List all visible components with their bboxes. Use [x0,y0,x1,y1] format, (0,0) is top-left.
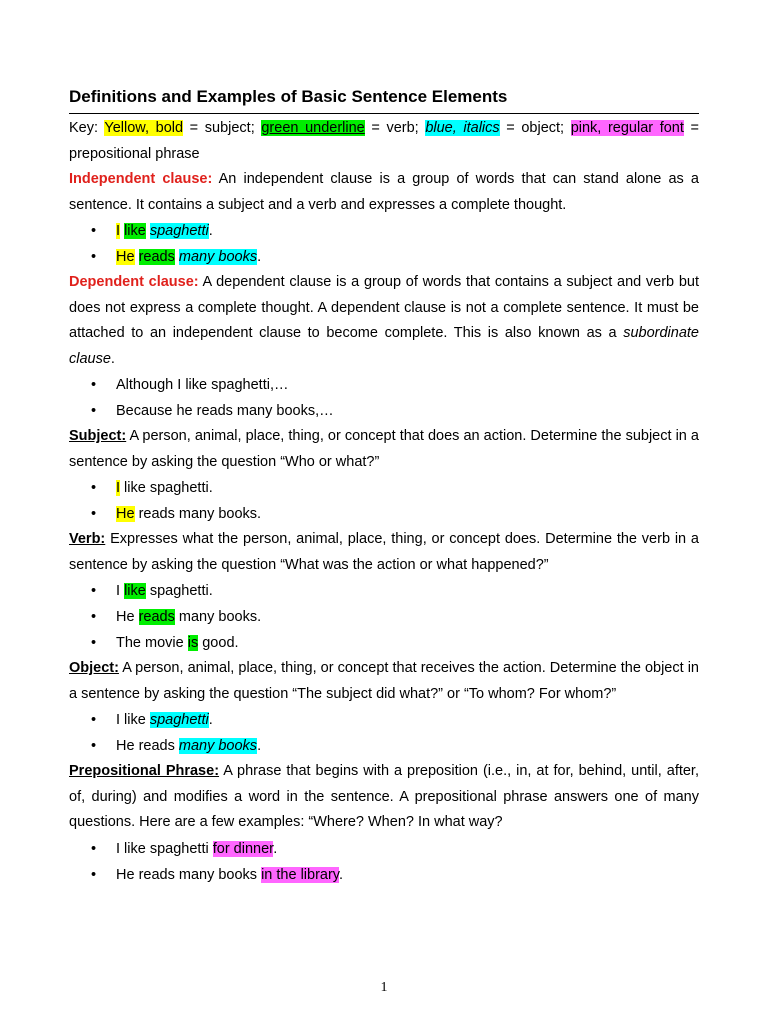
list-item [69,218,699,244]
key-subject: Yellow, bold [104,120,184,136]
example-verb: like [124,583,146,599]
subordinate-clause-term: subordinate clause [69,325,699,367]
example-rest: . [257,738,262,754]
example-end: . [257,249,262,265]
example-subject: He [116,249,135,265]
example-rest: spaghetti. [145,583,213,599]
dependent-end: . [110,350,115,367]
document-page [69,84,699,888]
example-object: many books [178,738,258,754]
verb-paragraph [69,527,699,578]
key-prefix: Key: [69,120,105,136]
verb-definition: Expresses what the person, animal, place, thing, or concept does. Determine the verb in a sentence by asking the question “What was the action or what happened?” [69,531,699,573]
independent-term: Independent clause: [69,171,213,187]
dependent-examples [69,372,699,424]
subject-definition: A person, animal, place, thing, or concept that does an action. Determine the subject in a sentence by asking the question “Who or what?” [69,428,699,470]
prep-term: Prepositional Phrase: [69,763,220,779]
example-verb: reads [138,609,175,625]
verb-term: Verb: [69,531,106,547]
example-prep: for dinner [212,840,274,857]
prep-examples [69,836,699,888]
list-item [69,475,699,501]
example-prep: in the library [261,866,339,883]
object-definition: A person, animal, place, thing, or concept that receives the action. Determine the object in a sentence by asking the question “The subject did what?” or “To whom? For whom?” [69,660,699,702]
example-pre: The movie [116,635,188,651]
list-item: • Although I like spaghetti,… [69,372,699,398]
independent-clause-paragraph [69,167,699,218]
prepositional-phrase-paragraph [69,759,699,836]
list-item [69,501,699,527]
list-item [69,604,699,630]
object-term: Object: [69,660,119,676]
subject-paragraph [69,424,699,475]
page-number: 1 [380,980,388,995]
prep-definition: A phrase that begins with a preposition (i.e., in, at for, behind, until, after, of, during) and modifies a word in the sentence. A prepositional phrase answers one of many questions. Here are a few examples: “Where? When? In what way? [69,763,699,830]
key-verb-eq: = verb; [364,120,426,136]
key-paragraph [69,116,699,167]
list-item [69,630,699,656]
key-verb: green underline [261,120,365,136]
example-verb: reads [138,249,175,265]
example-object: spaghetti [149,223,209,239]
list-item [69,862,699,888]
example-object: many books [178,249,258,265]
independent-definition: An independent clause is a group of words that can stand alone as a sentence. It contains a subject and a verb and expresses a complete thought. [69,171,699,213]
subject-examples [69,475,699,527]
example-rest: . [208,712,213,728]
verb-examples [69,578,699,656]
list-item: • Because he reads many books,… [69,398,699,424]
list-item [69,244,699,270]
key-object-eq: = object; [499,120,571,136]
key-prep-eq: = prepositional phrase [69,120,699,162]
example-subject: He [116,506,135,522]
example-end: . [208,223,213,239]
example-object: spaghetti [149,712,209,728]
object-paragraph [69,656,699,707]
example-space [135,249,139,265]
example-verb: like [124,223,146,239]
example-rest: like spaghetti. [120,480,213,496]
title-rule [69,113,699,114]
key-object: blue, italics [425,120,500,136]
page-title: Definitions and Examples of Basic Sentence Elements [69,87,508,106]
list-item [69,578,699,604]
key-subject-eq: = subject; [183,120,262,136]
example-pre: I like spaghetti [116,840,213,857]
example-pre: I like [116,712,150,728]
dependent-clause-paragraph [69,270,699,372]
subject-term: Subject: [69,428,127,444]
example-rest: reads many books. [134,506,262,522]
key-prep: pink, regular font [570,120,684,136]
example-subject: I [116,480,121,496]
independent-examples [69,218,699,270]
list-item [69,836,699,862]
object-examples [69,707,699,759]
list-item [69,733,699,759]
example-rest: good. [198,635,239,651]
example-pre: I [116,583,125,599]
example-verb: is [187,635,199,651]
example-pre: He reads many books [116,866,262,883]
example-pre: He [116,609,139,625]
example-rest: . [273,840,278,857]
example-rest: many books. [174,609,262,625]
dependent-definition: A dependent clause is a group of words that contains a subject and verb but does not express a complete thought. A dependent clause is not a complete sentence. It must be attached to an independent clause to become complete. This is also known as a [69,274,699,341]
example-subject: I [116,223,121,239]
example-rest: . [338,866,344,883]
list-item [69,707,699,733]
dependent-term: Dependent clause: [69,274,199,290]
example-pre: He reads [116,738,179,754]
